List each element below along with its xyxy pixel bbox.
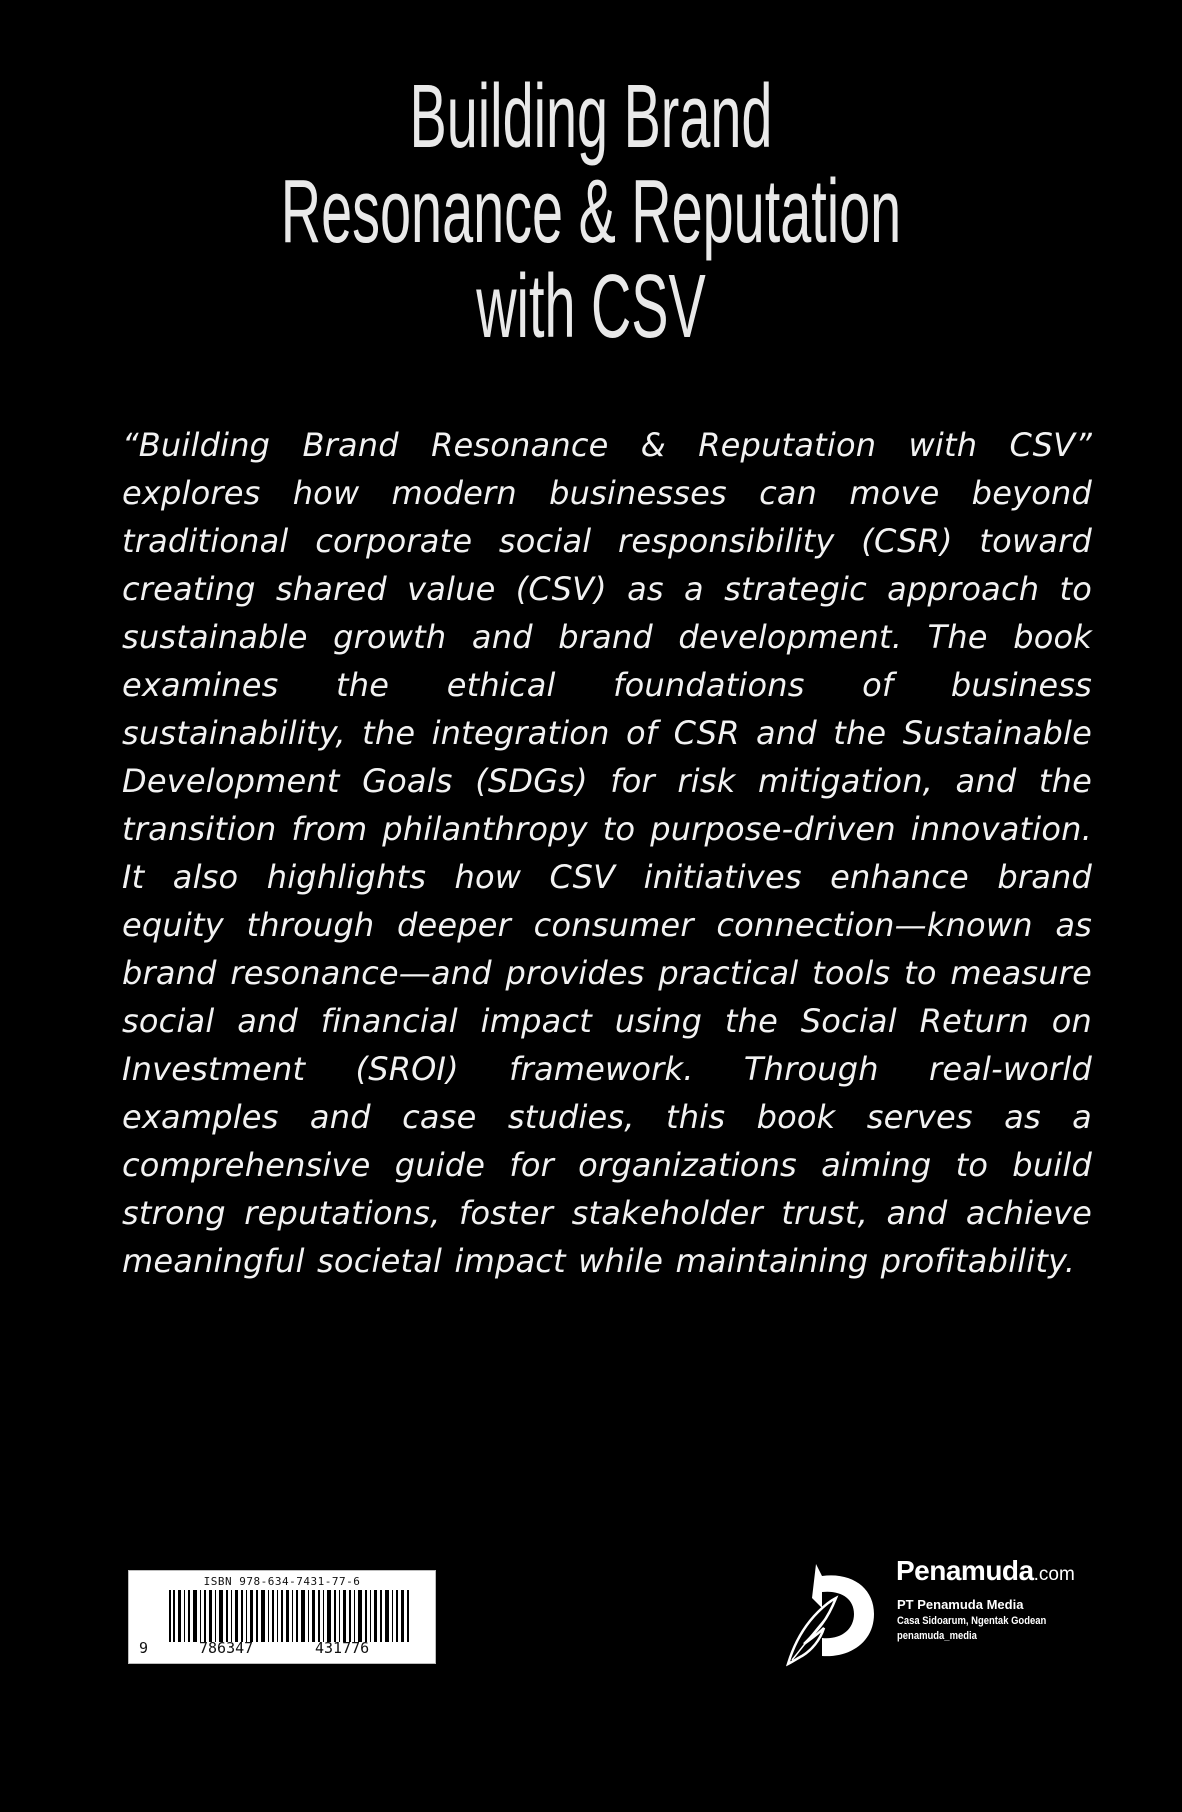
publisher-address: Casa Sidoarum, Ngentak Godean xyxy=(897,1615,1047,1627)
barcode-digit-first: 9 xyxy=(139,1639,149,1657)
feather-p-logo-icon xyxy=(782,1558,882,1668)
title-line-2: Resonance & Reputation xyxy=(280,162,902,262)
publisher-name-text: Penamuda xyxy=(896,1555,1034,1586)
publisher-name xyxy=(896,1555,1075,1587)
publisher-domain: .com xyxy=(1033,1564,1075,1585)
barcode-digits-right: 431776 xyxy=(315,1639,370,1657)
book-title xyxy=(0,67,1182,357)
publisher-social: penamuda_media xyxy=(897,1630,977,1642)
barcode-bars xyxy=(169,1590,409,1642)
isbn-barcode xyxy=(128,1570,436,1664)
publisher-company: PT Penamuda Media xyxy=(897,1597,1024,1612)
title-line-1: Building Brand xyxy=(409,67,773,167)
isbn-label: ISBN 978-634-7431-77-6 xyxy=(203,1575,361,1588)
title-line-3: with CSV xyxy=(476,257,706,357)
book-description: “Building Brand Resonance & Reputation with CSV” explores how modern businesses can move beyond traditional corporate social responsibility (CSR) toward creating shared value (CSV) as a strategic approach to sustainable growth and brand development. The book examines the ethical foundations of business sustainability, the integration of CSR and the Sustainable Development Goals (SDGs) for risk mitigation, and the transition from philanthropy to purpose-driven innovation. It also highlights how CSV initiatives enhance brand equity through deeper consumer connection—known as brand resonance—and provides practical tools to measure social and financial impact using the Social Return on Investment (SROI) framework. Through real-world examples and case studies, this book serves as a comprehensive guide for organizations aiming to build strong reputations, foster stakeholder trust, and achieve meaningful societal impact while maintaining profitability. xyxy=(122,426,1092,1280)
barcode-digits-left: 786347 xyxy=(199,1639,254,1657)
